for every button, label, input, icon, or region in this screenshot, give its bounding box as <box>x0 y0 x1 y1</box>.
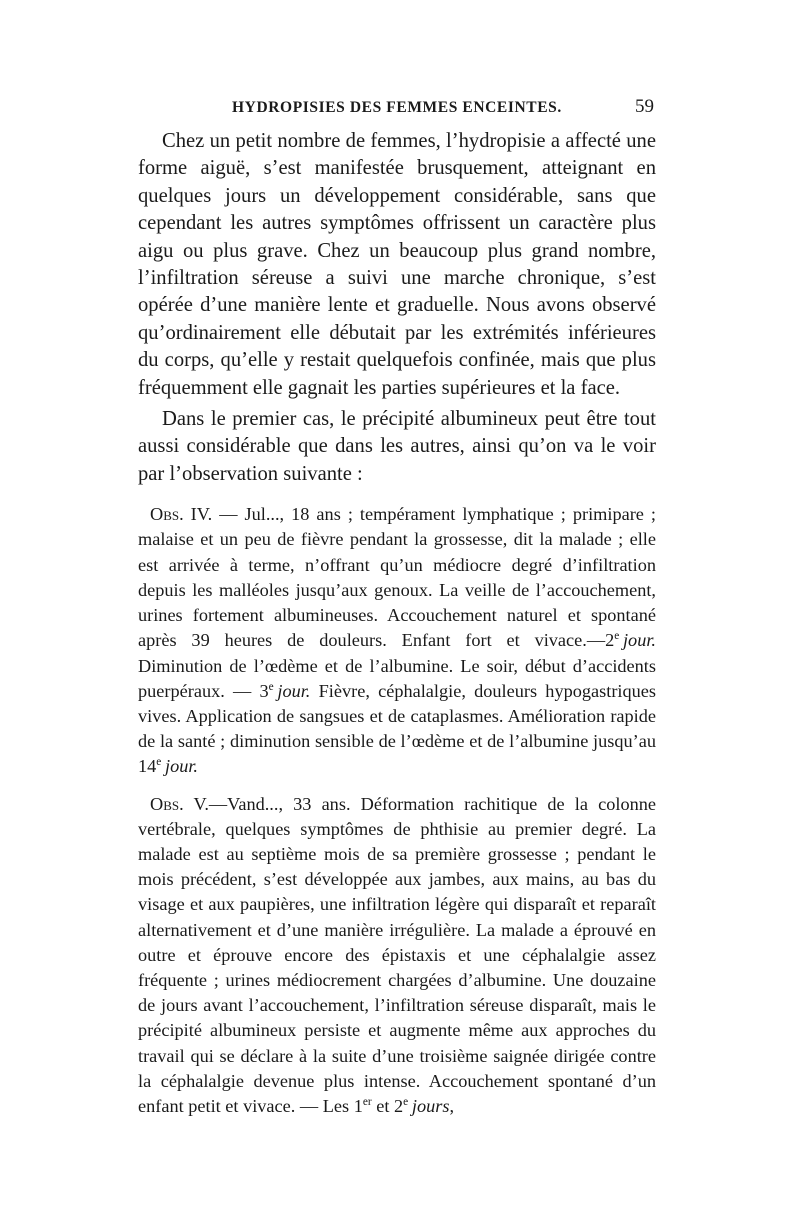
running-title: HYDROPISIES DES FEMMES ENCEINTES. <box>232 99 562 116</box>
ordinal-suffix: er <box>362 1096 372 1109</box>
day-word: jours <box>411 1095 450 1116</box>
page-number: 59 <box>635 96 654 117</box>
day-word: jour. <box>277 680 311 701</box>
ordinal-suffix: e <box>614 630 620 643</box>
day-number: 2 <box>605 630 615 651</box>
observation-text: —Vand..., 33 ans. Déformation rachitique de la colonne vertébrale, quelques symptômes de phthisie au premier degré. La malade est au septième mois de sa première grossesse ; pendant le mois précédent, s’est développée aux jambes, aux mains, au bas du visage et aux paupières, une infiltration légère qui disparaît et reparaît alternativement et d’une manière irrégulière. La malade a éprouvé en outre et éprouve encore des épistaxis et une céphalalgie assez fréquente ; urines médiocrement chargées d’albumine. Une douzaine de jours avant l’accouchement, l’infiltration séreuse disparaît, mais le précipité albumineux persiste et augmente même aux approches du travail qui se déclare à la suite d’une troisième saignée dirigée contre la céphalalgie devenue plus intense. Accouchement spontané d’un enfant petit et vivace. — Les <box>138 793 656 1116</box>
ordinal-suffix: e <box>268 680 274 693</box>
day-number: 1 <box>353 1095 363 1116</box>
day-word: jour. <box>622 630 656 651</box>
day-number: 2 <box>394 1095 404 1116</box>
observation-iv <box>138 502 656 779</box>
page-body <box>138 128 656 1119</box>
observation-label: Obs. V. <box>150 793 209 814</box>
observation-text: , <box>449 1095 455 1116</box>
page-header <box>140 96 654 122</box>
ordinal-suffix: e <box>403 1096 409 1109</box>
observation-label: Obs. IV. <box>150 504 213 525</box>
observation-v <box>138 792 656 1120</box>
observation-text: Fièvre, céphalalgie, douleurs hypogastriques vives. Application de sangsues et de cataplasmes. Amélioration rapide de la santé ; diminution sensible de l’œdème et de l’albumine jusqu’au <box>138 680 656 752</box>
observation-text: Diminution de l’œdème et de l’albumine. Le soir, début d’accidents puerpéraux. — <box>138 655 656 701</box>
ordinal-suffix: e <box>156 756 162 769</box>
observation-text: — Jul..., 18 ans ; tempérament lymphatique ; primipare ; malaise et un peu de fièvre pendant la grossesse, dit la malade ; elle est arrivée à terme, n’offrant qu’un médiocre degré d’infiltration depuis les malléoles jusqu’aux genoux. La veille de l’accouchement, urines fortement albumineuses. Accouchement naturel et spontané après 39 heures de douleurs. Enfant fort et vivace.— <box>138 504 656 651</box>
day-word: jour. <box>164 756 199 777</box>
day-number: 3 <box>259 680 269 701</box>
day-number: 14 <box>138 756 157 777</box>
observation-text: et <box>371 1095 395 1116</box>
paragraph-hydropsy-forms: Chez un petit nombre de femmes, l’hydropisie a affecté une forme aiguë, s’est manifestée brusquement, atteignant en quelques jours un développement considérable, sans que cependant les autres symptômes offrissent un caractère plus aigu ou plus grave. Chez un beaucoup plus grand nombre, l’infiltration séreuse a suivi une marche chronique, s’est opérée d’une manière lente et graduelle. Nous avons observé qu’ordinairement elle débutait par les extrémités inférieures du corps, qu’elle y restait quelquefois confinée, mais que plus fréquemment elle gagnait les parties supérieures et la face. <box>138 130 656 399</box>
paragraph-first-case: Dans le premier cas, le précipité albumineux peut être tout aussi considérable que dans les autres, ainsi qu’on va le voir par l’observation suivante : <box>138 408 656 485</box>
